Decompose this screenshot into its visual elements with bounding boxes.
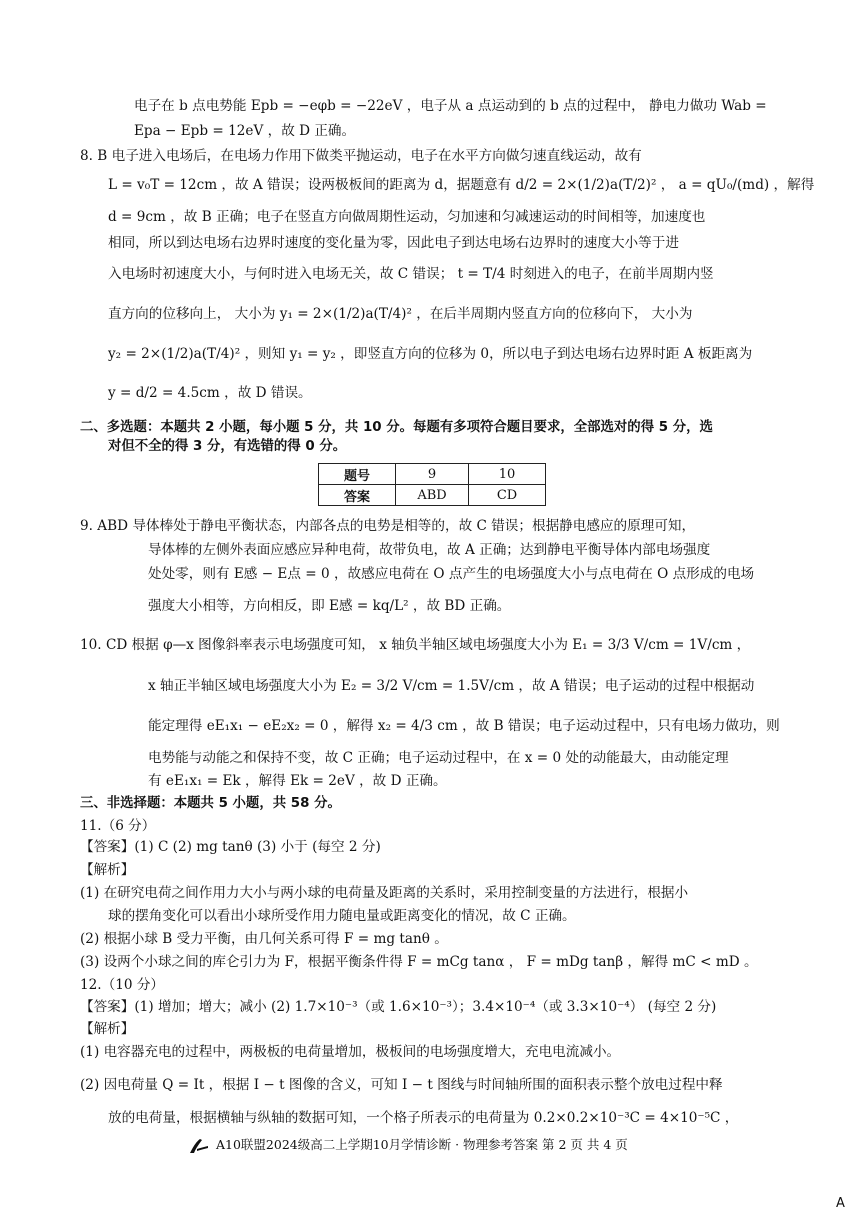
answer-table (318, 463, 546, 506)
text-line: 有 eE₁x₁ = Ek ，解得 Ek = 2eV ，故 D 正确。 (148, 773, 447, 789)
brand-logo-icon (188, 1137, 210, 1155)
section-heading-2-cont: 对但不全的得 3 分，有选错的得 0 分。 (108, 439, 347, 454)
text-line: 直方向的位移向上， 大小为 y₁ = 2×(1/2)a(T/4)² ，在后半周期内竖直方向的位移向下， 大小为 (108, 306, 693, 322)
table-row (319, 485, 546, 506)
text-line: (2) 因电荷量 Q = It ，根据 I − t 图像的含义，可知 I − t 图线与时间轴所围的面积表示整个放电过程中释 (80, 1077, 723, 1093)
analysis-heading: 【解析】 (80, 1021, 135, 1037)
text-line: Epa − Epb = 12eV ，故 D 正确。 (134, 123, 356, 139)
text-line: 入电场时初速度大小，与何时进入电场无关，故 C 错误； t = T/4 时刻进入的电子，在前半周期内竖 (108, 266, 714, 282)
table-cell: 答案 (319, 485, 396, 506)
answer-line: 【答案】(1) 增加；增大；减小 (2) 1.7×10⁻³（或 1.6×10⁻³）；3.4×10⁻⁴（或 3.3×10⁻⁴） (每空 2 分) (80, 999, 717, 1015)
table-cell: 题号 (319, 464, 396, 485)
table-cell: ABD (396, 485, 469, 506)
text-line: (3) 设两个小球之间的库仑引力为 F，根据平衡条件得 F = mCg tanα ， F = mDg tanβ ，解得 mC < mD 。 (80, 954, 758, 970)
table-cell: CD (469, 485, 546, 506)
analysis-heading: 【解析】 (80, 862, 135, 878)
text-line: d = 9cm ，故 B 正确；电子在竖直方向做周期性运动，匀加速和匀减速运动的时间相等，加速度也 (108, 209, 706, 225)
text-line: 导体棒的左侧外表面应感应异种电荷，故带负电，故 A 正确；达到静电平衡导体内部电场强度 (148, 542, 711, 558)
text-line: 电子在 b 点电势能 Epb = −eφb = −22eV ，电子从 a 点运动到的 b 点的过程中， 静电力做功 Wab = (134, 98, 767, 114)
question-9-line: 9. ABD 导体棒处于静电平衡状态，内部各点的电势是相等的，故 C 错误；根据静电感应的原理可知， (80, 518, 696, 534)
text-line: 球的摆角变化可以看出小球所受作用力随电量或距离变化的情况，故 C 正确。 (108, 908, 576, 924)
text-line: (2) 根据小球 B 受力平衡，由几何关系可得 F = mg tanθ 。 (80, 931, 448, 947)
text-line: (1) 在研究电荷之间作用力大小与两小球的电荷量及距离的关系时，采用控制变量的方法进行，根据小 (80, 885, 689, 901)
section-heading-3: 三、非选择题：本题共 5 小题，共 58 分。 (80, 796, 341, 811)
table-cell: 9 (396, 464, 469, 485)
text-line: 电势能与动能之和保持不变，故 C 正确；电子运动过程中，在 x = 0 处的动能最大，由动能定理 (148, 750, 729, 766)
text-line: 能定理得 eE₁x₁ − eE₂x₂ = 0 ，解得 x₂ = 4/3 cm ，故 B 错误；电子运动过程中，只有电场力做功，则 (148, 718, 780, 734)
text-line: 放的电荷量，根据横轴与纵轴的数据可知，一个格子所表示的电荷量为 0.2×0.2×10⁻³C = 4×10⁻⁵C ， (108, 1110, 739, 1126)
text-line: 相同，所以到达电场右边界时速度的变化量为零，因此电子到达电场右边界时的速度大小等于进 (108, 235, 679, 251)
text-line: 处处零，则有 E感 − E点 = 0 ，故感应电荷在 O 点产生的电场强度大小与点电荷在 O 点形成的电场 (148, 566, 755, 582)
text-line: y₂ = 2×(1/2)a(T/4)² ，则知 y₁ = y₂ ，即竖直方向的位移为 0，所以电子到达电场右边界时距 A 板距离为 (108, 346, 753, 362)
question-11-heading: 11.（6 分） (80, 818, 156, 834)
corner-mark: A (836, 1196, 845, 1211)
question-10-line: 10. CD 根据 φ—x 图像斜率表示电场强度可知， x 轴负半轴区域电场强度大小为 E₁ = 3/3 V/cm = 1V/cm ， (80, 637, 751, 653)
page-footer (188, 1136, 628, 1155)
text-line: L = v₀T = 12cm ，故 A 错误；设两极板间的距离为 d，据题意有 d/2 = 2×(1/2)a(T/2)² ， a = qU₀/(md) ，解得 (108, 177, 815, 193)
footer-text: A10联盟2024级高二上学期10月学情诊断 · 物理参考答案 第 2 页 共 4 页 (215, 1137, 628, 1152)
question-12-heading: 12.（10 分） (80, 977, 165, 993)
table-cell: 10 (469, 464, 546, 485)
text-line: (1) 电容器充电的过程中，两极板的电荷量增加，极板间的电场强度增大，充电电流减小。 (80, 1044, 621, 1060)
answer-line: 【答案】(1) C (2) mg tanθ (3) 小于 (每空 2 分) (80, 839, 381, 855)
table-row (319, 464, 546, 485)
text-line: 强度大小相等，方向相反，即 E感 = kq/L² ，故 BD 正确。 (148, 598, 511, 614)
section-heading-2: 二、多选题：本题共 2 小题，每小题 5 分，共 10 分。每题有多项符合题目要求，全部选对的得 5 分，选 (80, 420, 713, 435)
text-line: y = d/2 = 4.5cm ，故 D 错误。 (108, 385, 312, 401)
question-8-line: 8. B 电子进入电场后，在电场力作用下做类平抛运动，电子在水平方向做匀速直线运动，故有 (80, 148, 642, 164)
text-line: x 轴正半轴区域电场强度大小为 E₂ = 3/2 V/cm = 1.5V/cm ，故 A 错误；电子运动的过程中根据动 (148, 678, 755, 694)
